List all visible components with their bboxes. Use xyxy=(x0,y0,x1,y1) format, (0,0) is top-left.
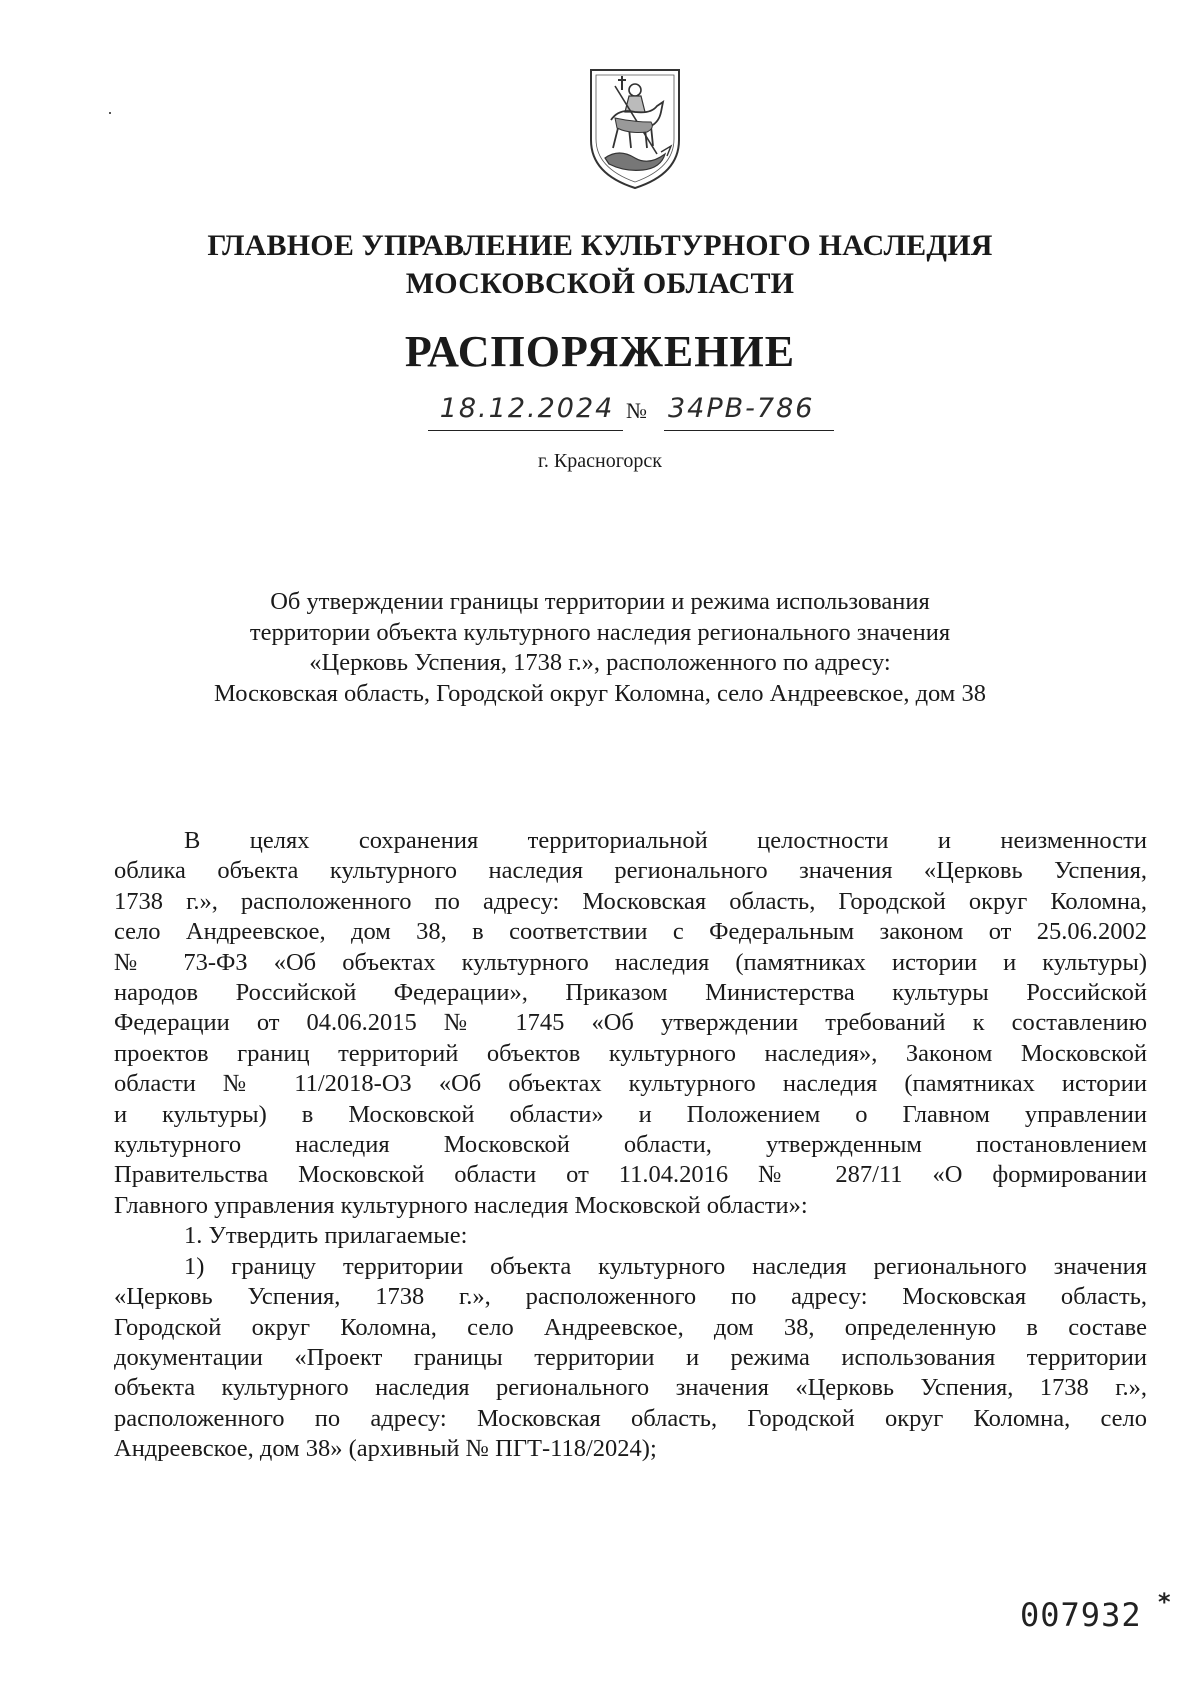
document-subject xyxy=(160,587,1040,709)
item-1 xyxy=(114,1221,1147,1251)
document-type-title: РАСПОРЯЖЕНИЕ xyxy=(404,327,796,376)
document-number: 34РВ-786 xyxy=(668,393,815,424)
form-serial-number: 007932 xyxy=(1020,1596,1142,1634)
preamble-paragraph xyxy=(114,826,1147,1221)
document-date: 18.12.2024 xyxy=(439,393,615,424)
body-line: 1738 г.», расположенного по адресу: Московская область, Городской округ Коломна, xyxy=(114,887,1147,915)
item-1-1 xyxy=(114,1252,1147,1465)
body-line: объекта культурного наследия регионального значения «Церковь Успения, 1738 г.», xyxy=(114,1374,1147,1402)
body-line: село Андреевское, дом 38, в соответствии с Федеральным законом от 25.06.2002 xyxy=(114,918,1147,946)
document-body xyxy=(114,826,1147,1465)
organization-name-line2: МОСКОВСКОЙ ОБЛАСТИ xyxy=(405,267,795,300)
body-line: № 73-ФЗ «Об объектах культурного наследия (памятниках истории и культуры) xyxy=(114,948,1147,976)
body-line: Городской округ Коломна, село Андреевское, дом 38, определенную в составе xyxy=(114,1313,1147,1341)
body-line: народов Российской Федерации», Приказом Министерства культуры Российской xyxy=(114,979,1147,1007)
issuing-city: г. Красногорск xyxy=(537,450,663,472)
body-line: Главного управления культурного наследия Московской области»: xyxy=(114,1191,808,1219)
organization-name-line1: ГЛАВНОЕ УПРАВЛЕНИЕ КУЛЬТУРНОГО НАСЛЕДИЯ xyxy=(207,229,993,262)
body-line: 1. Утвердить прилагаемые: xyxy=(184,1222,468,1250)
body-line: В целях сохранения территориальной целостности и неизменности xyxy=(184,827,1147,854)
serial-star-mark: * xyxy=(1158,1588,1171,1616)
body-line: Правительства Московской области от 11.04.2016 № 287/11 «О формировании xyxy=(114,1161,1147,1189)
body-line: Андреевское, дом 38» (архивный № ПГТ-118/2024); xyxy=(114,1435,657,1463)
body-line: и культуры) в Московской области» и Положением о Главном управлении xyxy=(114,1100,1147,1128)
body-line: документации «Проект границы территории и режима использования территории xyxy=(114,1343,1147,1371)
subject-line: Московская область, Городской округ Коломна, село Андреевское, дом 38 xyxy=(214,679,986,707)
scan-speck xyxy=(109,112,111,114)
body-line: расположенного по адресу: Московская область, Городской округ Коломна, село xyxy=(114,1404,1147,1432)
number-sign: № xyxy=(626,398,647,423)
body-line: Федерации от 04.06.2015 № 1745 «Об утверждении требований к составлению xyxy=(114,1009,1147,1037)
body-line: культурного наследия Московской области, утвержденным постановлением xyxy=(114,1131,1147,1159)
body-line: «Церковь Успения, 1738 г.», расположенного по адресу: Московская область, xyxy=(114,1283,1147,1311)
body-line: 1) границу территории объекта культурного наследия регионального значения xyxy=(184,1252,1147,1280)
subject-line: территории объекта культурного наследия регионального значения xyxy=(249,618,951,646)
coat-of-arms-icon xyxy=(585,62,685,192)
body-line: проектов границ территорий объектов культурного наследия», Законом Московской xyxy=(114,1039,1147,1067)
subject-line: «Церковь Успения, 1738 г.», расположенного по адресу: xyxy=(309,649,891,676)
body-line: облика объекта культурного наследия регионального значения «Церковь Успения, xyxy=(114,857,1147,885)
number-underline xyxy=(664,430,834,431)
body-line: области № 11/2018-ОЗ «Об объектах культурного наследия (памятниках истории xyxy=(114,1070,1147,1098)
subject-line: Об утверждении границы территории и режима использования xyxy=(270,588,930,615)
date-underline xyxy=(428,430,623,431)
